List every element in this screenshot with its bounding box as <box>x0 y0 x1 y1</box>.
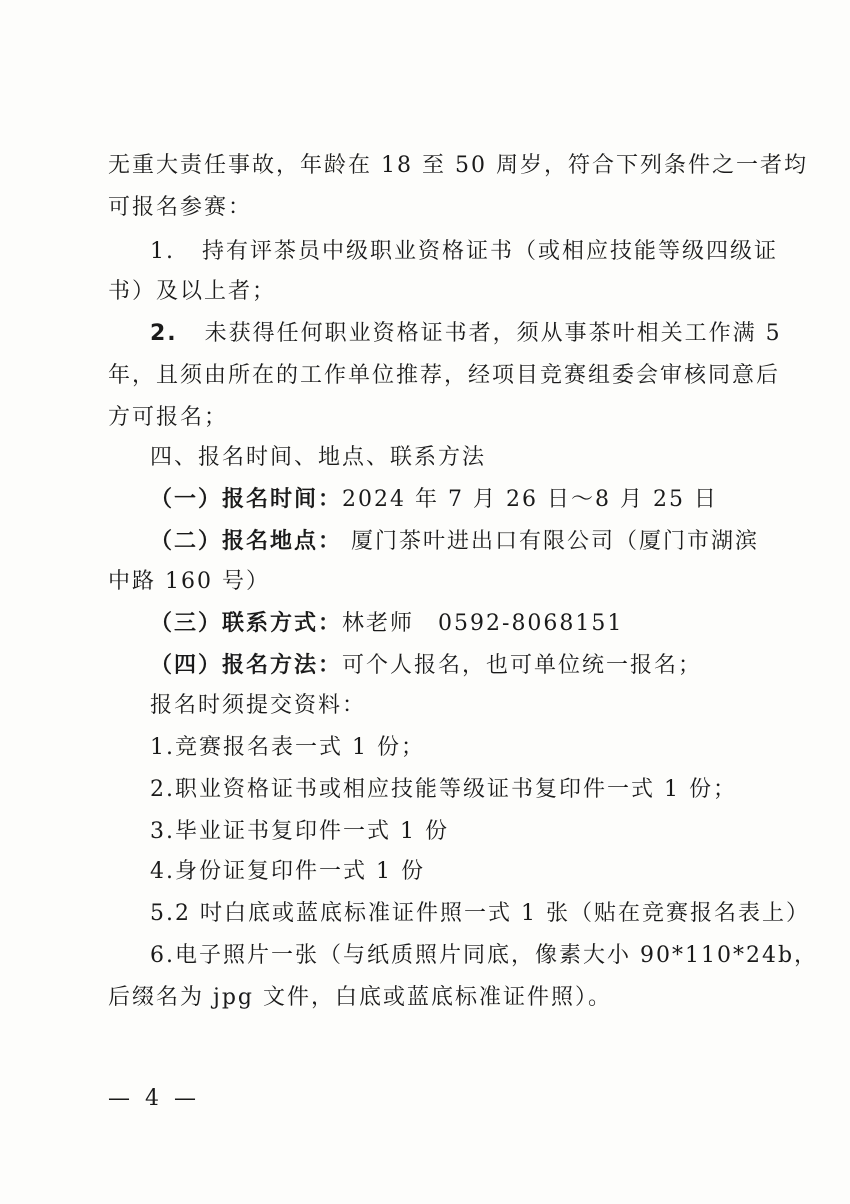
item-value: 厦门茶叶进出口有限公司（厦门市湖滨 <box>342 529 760 554</box>
list-number: 2. <box>150 321 178 346</box>
info-item-time <box>150 484 718 516</box>
material-item: 3.毕业证书复印件一式 1 份 <box>150 819 449 844</box>
info-item-contact <box>150 608 623 640</box>
list-item-1 <box>150 236 778 268</box>
paragraph-line: 方可报名； <box>108 405 229 430</box>
info-item-method <box>150 650 702 682</box>
item-value: 可个人报名，也可单位统一报名； <box>342 653 703 678</box>
list-item-2 <box>150 318 782 350</box>
page-number: — 4 — <box>108 1086 200 1111</box>
item-label: （四）报名方法： <box>150 653 343 678</box>
item-label: （三）联系方式： <box>150 611 343 636</box>
item-label: （一）报名时间： <box>150 487 343 512</box>
material-item: 6.电子照片一张（与纸质照片同底，像素大小 90*110*24b， <box>150 943 819 968</box>
paragraph-line: 无重大责任事故，年龄在 18 至 50 周岁，符合下列条件之一者均 <box>108 153 808 178</box>
paragraph-line: 书）及以上者； <box>108 279 277 304</box>
item-label: （二）报名地点： <box>150 529 343 554</box>
material-item: 4.身份证复印件一式 1 份 <box>150 859 425 884</box>
material-item: 1.竞赛报名表一式 1 份； <box>150 735 425 760</box>
list-text: 未获得任何职业资格证书者，须从事茶叶相关工作满 5 <box>204 321 782 346</box>
list-number: 1. <box>150 239 175 264</box>
paragraph-line: 中路 160 号） <box>108 569 270 594</box>
list-text: 持有评茶员中级职业资格证书（或相应技能等级四级证 <box>201 239 778 264</box>
item-value: 林老师 0592-8068151 <box>342 611 624 636</box>
paragraph-line: 后缀名为 jpg 文件，白底或蓝底标准证件照）。 <box>108 985 612 1010</box>
paragraph-line: 年，且须由所在的工作单位推荐，经项目竞赛组委会审核同意后 <box>108 363 781 388</box>
materials-intro: 报名时须提交资料： <box>150 693 367 718</box>
paragraph-line: 可报名参赛： <box>108 195 253 220</box>
info-item-location <box>150 526 759 558</box>
item-value: 2024 年 7 月 26 日～8 月 25 日 <box>342 487 718 512</box>
section-heading: 四、报名时间、地点、联系方法 <box>150 445 487 470</box>
material-item: 5.2 吋白底或蓝底标准证件照一式 1 张（贴在竞赛报名表上） <box>150 901 810 926</box>
material-item: 2.职业资格证书或相应技能等级证书复印件一式 1 份； <box>150 777 737 802</box>
